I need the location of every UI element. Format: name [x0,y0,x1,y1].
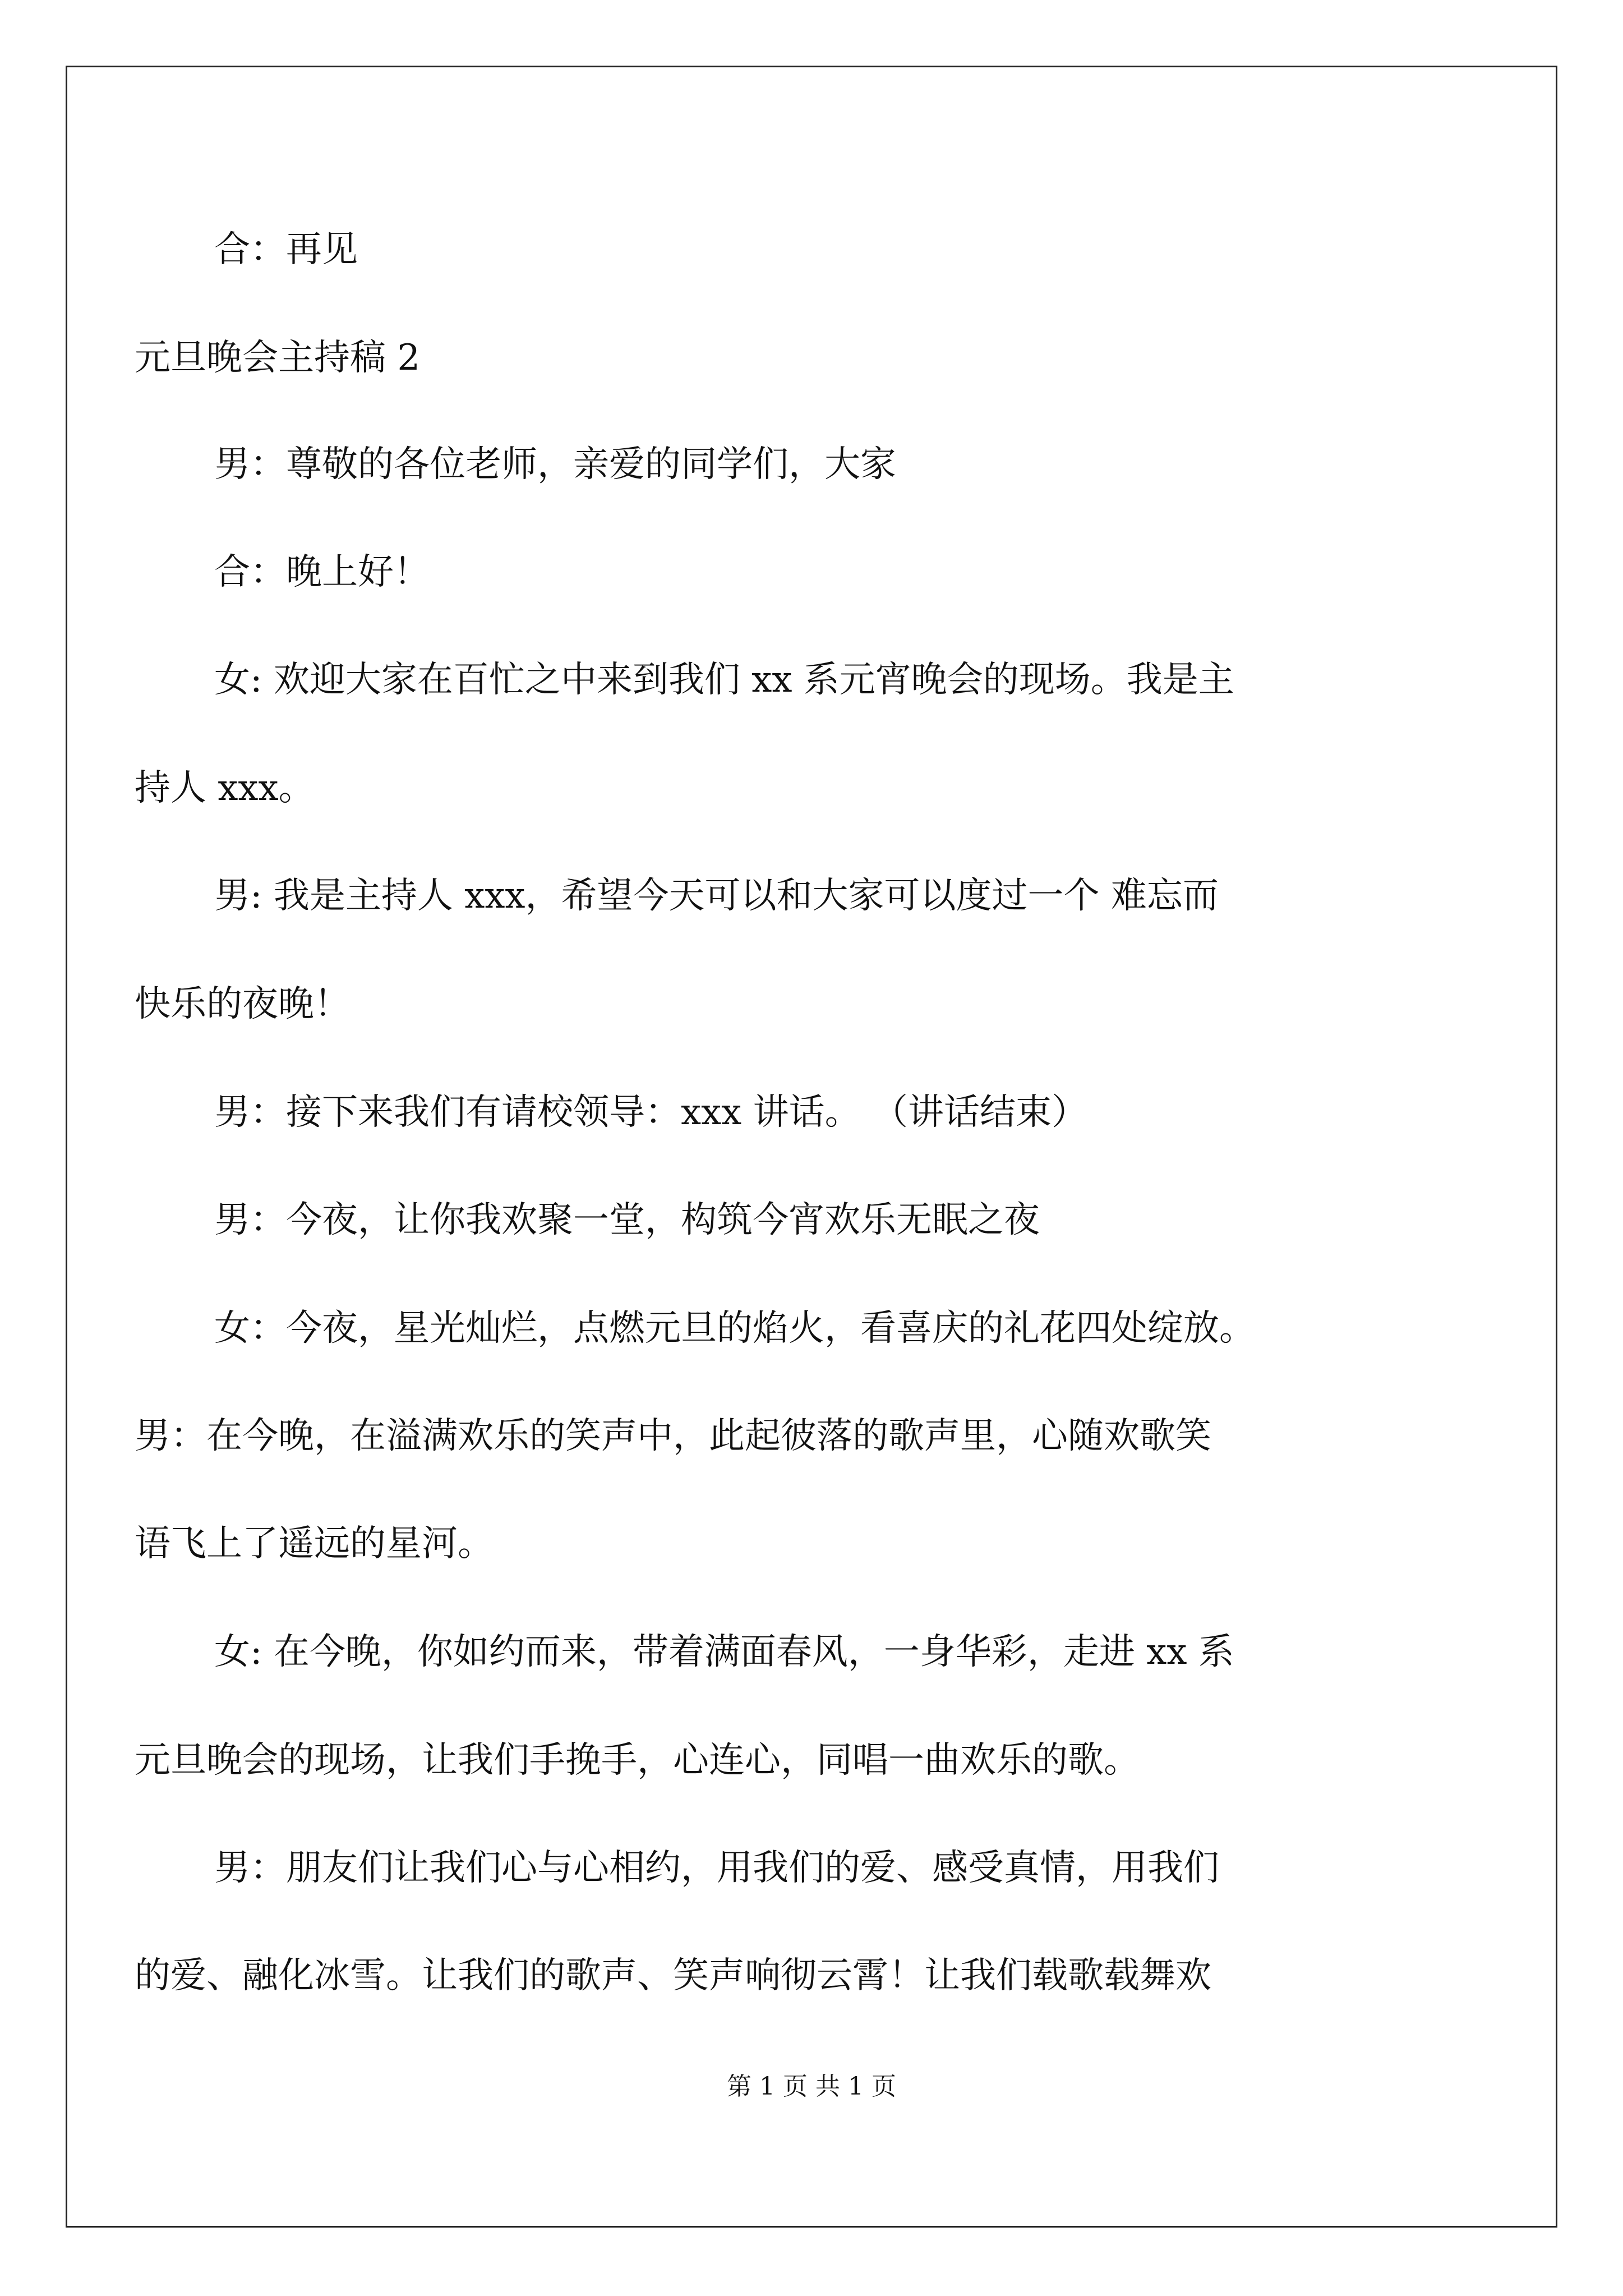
section-heading: 元旦晚会主持稿 2 [135,337,421,379]
paragraph-line: 元旦晚会的现场，让我们手挽手，心连心，同唱一曲欢乐的歌。 [135,1740,1140,1781]
paragraph-line: 合：晚上好！ [214,551,430,593]
paragraph-line: 男: 我是主持人 xxx，希望今天可以和大家可以度过一个 难忘而 [214,875,1219,917]
paragraph-line: 合：再见 [214,229,358,270]
paragraph-line: 女：今夜，星光灿烂，点燃元旦的焰火，看喜庆的礼花四处绽放。 [214,1308,1255,1349]
paragraph-line: 男：朋友们让我们心与心相约，用我们的爱、感受真情，用我们 [214,1847,1219,1889]
paragraph-line: 男：尊敬的各位老师，亲爱的同学们，大家 [214,444,896,485]
page-border [66,66,1557,2228]
paragraph-line: 语飞上了遥远的星河。 [135,1523,494,1565]
paragraph-line: 快乐的夜晚！ [135,983,350,1025]
paragraph-line: 女: 欢迎大家在百忙之中来到我们 xx 系元宵晚会的现场。我是主 [214,659,1234,701]
paragraph-line: 的爱、融化冰雪。让我们的歌声、笑声响彻云霄！让我们载歌载舞欢 [135,1955,1211,1996]
paragraph-line: 女: 在今晚，你如约而来，带着满面春风，一身华彩，走进 xx 系 [214,1631,1234,1673]
paragraph-line: 男：接下来我们有请校领导：xxx 讲话。 （讲话结束） [214,1092,1087,1133]
paragraph-line: 男：今夜，让你我欢聚一堂，构筑今宵欢乐无眠之夜 [214,1199,1040,1241]
paragraph-line: 男：在今晚，在溢满欢乐的笑声中，此起彼落的歌声里，心随欢歌笑 [135,1415,1211,1457]
paragraph-line: 持人 xxx。 [135,767,315,809]
page-footer: 第 1 页 共 1 页 [727,2072,896,2101]
